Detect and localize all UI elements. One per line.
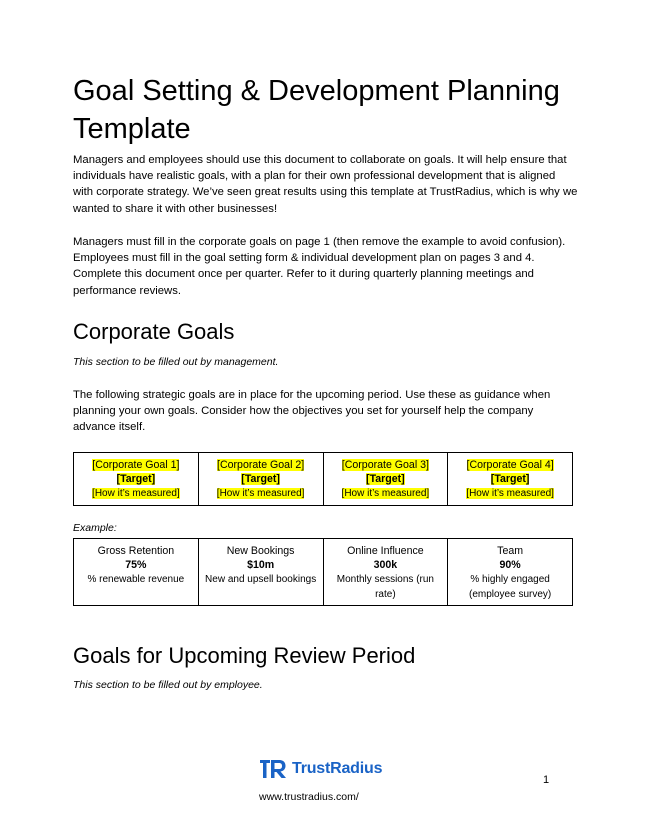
example-goal-cell-3 bbox=[323, 539, 448, 606]
page-number: 1 bbox=[543, 774, 550, 786]
goal-target: [Target] bbox=[490, 473, 530, 485]
trustradius-logo bbox=[259, 758, 382, 780]
template-goal-cell-4[interactable] bbox=[448, 453, 573, 506]
goal-target: 90% bbox=[499, 559, 521, 571]
goal-name: Team bbox=[497, 545, 524, 557]
corporate-goals-text: The following strategic goals are in place for the upcoming period. Use these as guidance when planning your own goals. Consider how the objectives you set for yourself help the company advance itself. bbox=[73, 389, 551, 434]
trustradius-logo-icon bbox=[259, 758, 287, 780]
goal-measure: % renewable revenue bbox=[87, 574, 185, 585]
goal-name: [Corporate Goal 2] bbox=[217, 459, 305, 471]
goal-measure: [How it’s measured] bbox=[466, 488, 554, 499]
goal-target: [Target] bbox=[116, 473, 156, 485]
footer-url[interactable]: www.trustradius.com/ bbox=[259, 791, 359, 803]
goal-target: 75% bbox=[125, 559, 147, 571]
document-title: Goal Setting & Development Planning Template bbox=[73, 75, 560, 145]
goal-target: [Target] bbox=[241, 473, 280, 485]
example-label: Example: bbox=[73, 522, 117, 534]
intro-paragraph-2: Managers must fill in the corporate goals on page 1 (then remove the example to avoid confusion). Employees must fill in the goal setting form & individual development plan on pages 3 and 4. Complete this document once per quarter. Refer to it during quarterly planning meetings and performance reviews. bbox=[73, 236, 566, 297]
trustradius-logo-text: TrustRadius bbox=[292, 760, 383, 777]
example-goal-cell-2 bbox=[198, 539, 323, 606]
goal-name: New Bookings bbox=[226, 545, 295, 557]
template-goal-cell-3[interactable] bbox=[323, 453, 448, 506]
goal-measure: New and upsell bookings bbox=[205, 574, 317, 585]
goal-target: $10m bbox=[247, 559, 275, 571]
goal-name: [Corporate Goal 3] bbox=[341, 459, 429, 471]
goal-target: 300k bbox=[373, 559, 398, 571]
review-period-note: This section to be filled out by employee. bbox=[73, 679, 263, 691]
example-goal-cell-4 bbox=[448, 539, 573, 606]
goal-target: [Target] bbox=[366, 473, 405, 485]
template-goal-cell-2[interactable] bbox=[198, 453, 323, 506]
intro-paragraph-1: Managers and employees should use this document to collaborate on goals. It will help ensure that individuals have realistic goals, with a plan for their own professional development that is aligned with corporate strategy. We’ve seen great results using this template at TrustRadius, which is why we wanted to share it with other businesses! bbox=[73, 154, 578, 215]
corporate-goals-template-table bbox=[73, 452, 573, 506]
goal-measure: [How it’s measured] bbox=[92, 488, 180, 499]
corporate-goals-example-table bbox=[73, 538, 573, 606]
corporate-goals-note: This section to be filled out by management. bbox=[73, 356, 279, 368]
goal-measure: % highly engaged (employee survey) bbox=[468, 574, 552, 600]
example-goal-cell-1 bbox=[74, 539, 199, 606]
template-goal-cell-1[interactable] bbox=[74, 453, 199, 506]
goal-measure: [How it’s measured] bbox=[216, 488, 305, 499]
goal-name: Gross Retention bbox=[97, 545, 175, 557]
goal-name: [Corporate Goal 4] bbox=[466, 459, 554, 471]
goal-name: [Corporate Goal 1] bbox=[92, 459, 180, 471]
goal-measure: Monthly sessions (run rate) bbox=[336, 574, 434, 600]
goal-name: Online Influence bbox=[347, 545, 424, 557]
goal-measure: [How it’s measured] bbox=[341, 488, 430, 499]
review-period-heading: Goals for Upcoming Review Period bbox=[73, 643, 416, 668]
corporate-goals-heading: Corporate Goals bbox=[73, 319, 235, 344]
